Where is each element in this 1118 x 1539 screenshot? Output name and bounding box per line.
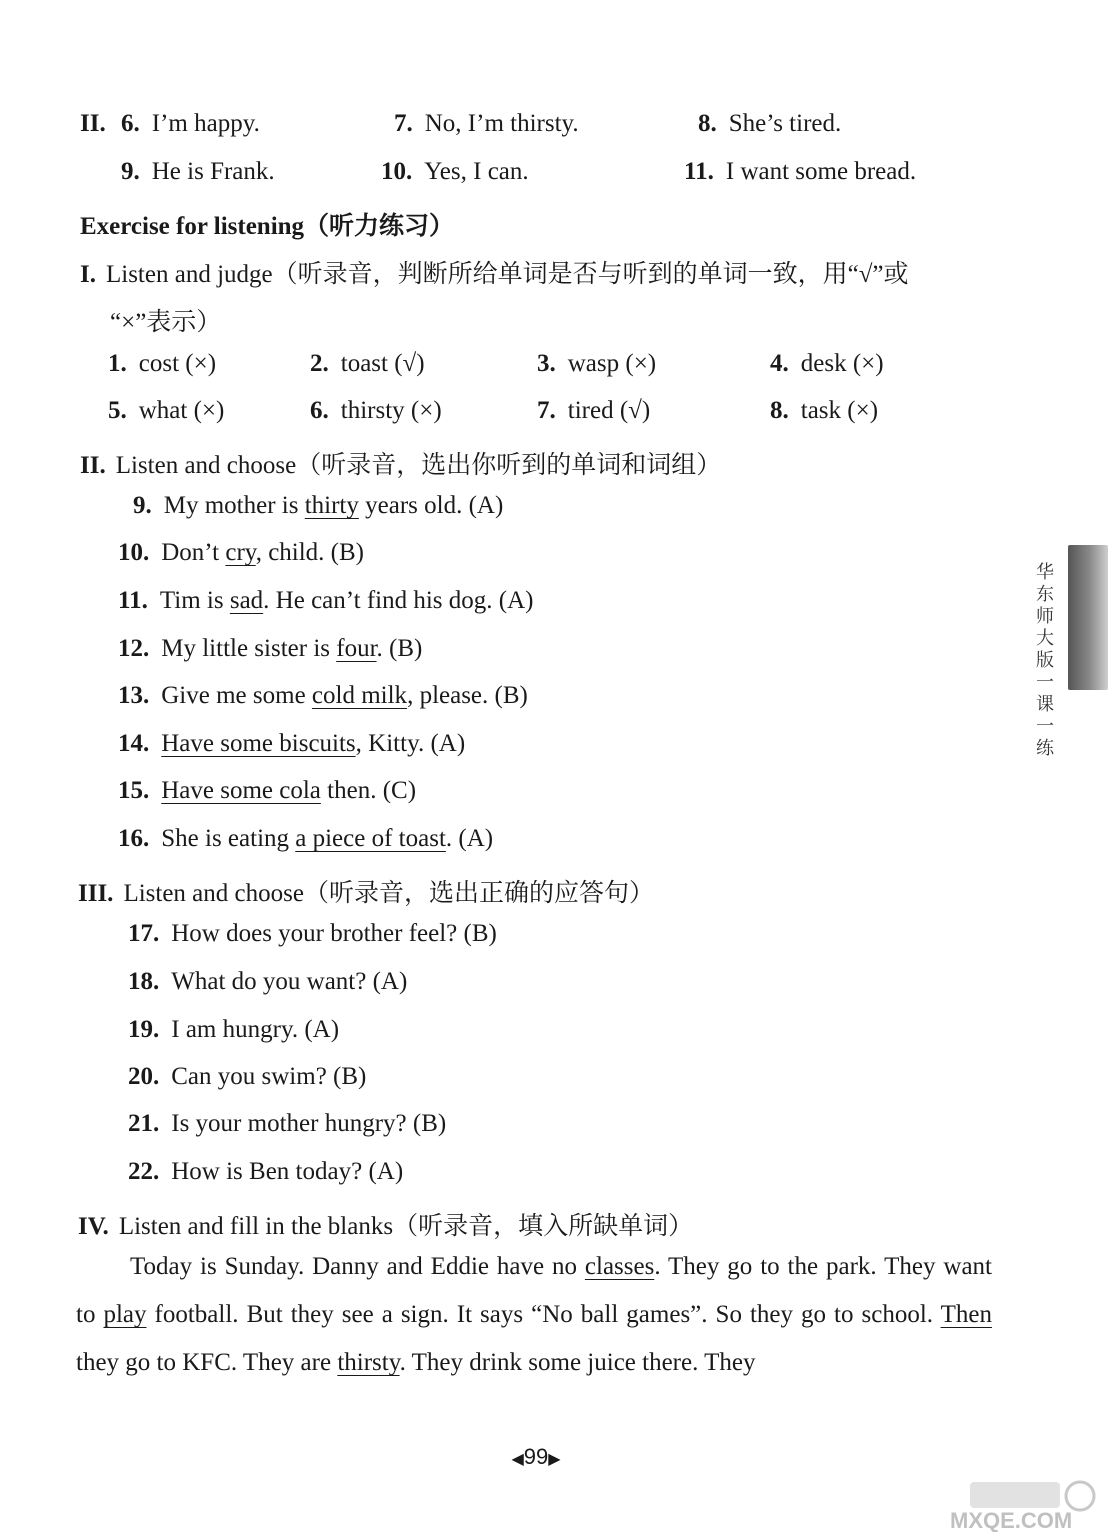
answer-item: 6. thirsty (×) [310,397,442,424]
section-label: II. [80,110,106,137]
list-item: 17. How does your brother feel? (B) [128,920,497,947]
triangle-right-icon: ▶ [548,1451,561,1468]
answer-item: 1. cost (×) [108,350,217,377]
list-item: 19. I am hungry. (A) [128,1016,340,1043]
answer-item: 7. tired (√) [537,397,651,424]
list-item: 15. Have some cola then. (C) [118,777,417,804]
exercise-heading: Exercise for listening（听力练习） [80,213,455,240]
blank-answer: thirsty [337,1349,400,1376]
section-i-title: I. Listen and judge（听录音，判断所给单词是否与听到的单词一致，用“√”或 [80,261,909,288]
blank-answer: play [103,1301,147,1328]
page-number: ◀99▶ [511,1444,561,1469]
answer-item: 3. wasp (×) [537,350,657,377]
answer-item: 11. I want some bread. [684,158,917,185]
answer-item: 9. He is Frank. [121,158,275,185]
watermark-text: MXQE.COM [950,1508,1073,1532]
list-item: 20. Can you swim? (B) [128,1063,367,1090]
answer-item: 2. toast (√) [310,350,425,377]
section-iv-title: IV. Listen and fill in the blanks（听录音，填入所缺单词） [78,1213,694,1240]
section-ii-title: II. Listen and choose（听录音，选出你听到的单词和词组） [80,452,722,479]
answer-item: 7. No, I’m thirsty. [394,110,579,137]
answer-item: 6. I’m happy. [121,110,260,137]
blank-answer: Then [940,1301,992,1328]
watermark-logo [930,1480,1110,1532]
list-item: 13. Give me some cold milk, please. (B) [118,682,528,709]
section-i-title-cont: “×”表示） [110,309,222,336]
triangle-left-icon: ◀ [511,1451,524,1468]
list-item: 22. How is Ben today? (A) [128,1158,404,1185]
list-item: 18. What do you want? (A) [128,968,408,995]
answer-item: 8. task (×) [770,397,879,424]
section-iii-title: III. Listen and choose（听录音，选出正确的应答句） [78,880,654,907]
list-item: 16. She is eating a piece of toast. (A) [118,825,494,852]
answer-item: 4. desk (×) [770,350,884,377]
list-item: 14. Have some biscuits, Kitty. (A) [118,730,466,757]
blank-answer: classes [584,1253,655,1280]
list-item: 12. My little sister is four. (B) [118,635,423,662]
list-item: 21. Is your mother hungry? (B) [128,1110,447,1137]
answer-item: 10. Yes, I can. [381,158,529,185]
list-item: 10. Don’t cry, child. (B) [118,539,365,566]
list-item: 9. My mother is thirty years old. (A) [133,492,504,519]
answer-item: 5. what (×) [108,397,225,424]
list-item: 11. Tim is sad. He can’t find his dog. (A) [118,587,534,614]
fill-in-paragraph: Today is Sunday. Danny and Eddie have no classes. They go to the park. They want to play football. But they see a sign. It says “No ball games”. So they go to school. Then they go to KFC. They are thirsty. They drink some juice there. They [76,1253,992,1376]
answer-item: 8. She’s tired. [698,110,842,137]
page-edge-tab [1068,545,1108,690]
part2-row1 [80,110,116,138]
book-series-label: 华东师大版一课一练 [1033,562,1054,760]
